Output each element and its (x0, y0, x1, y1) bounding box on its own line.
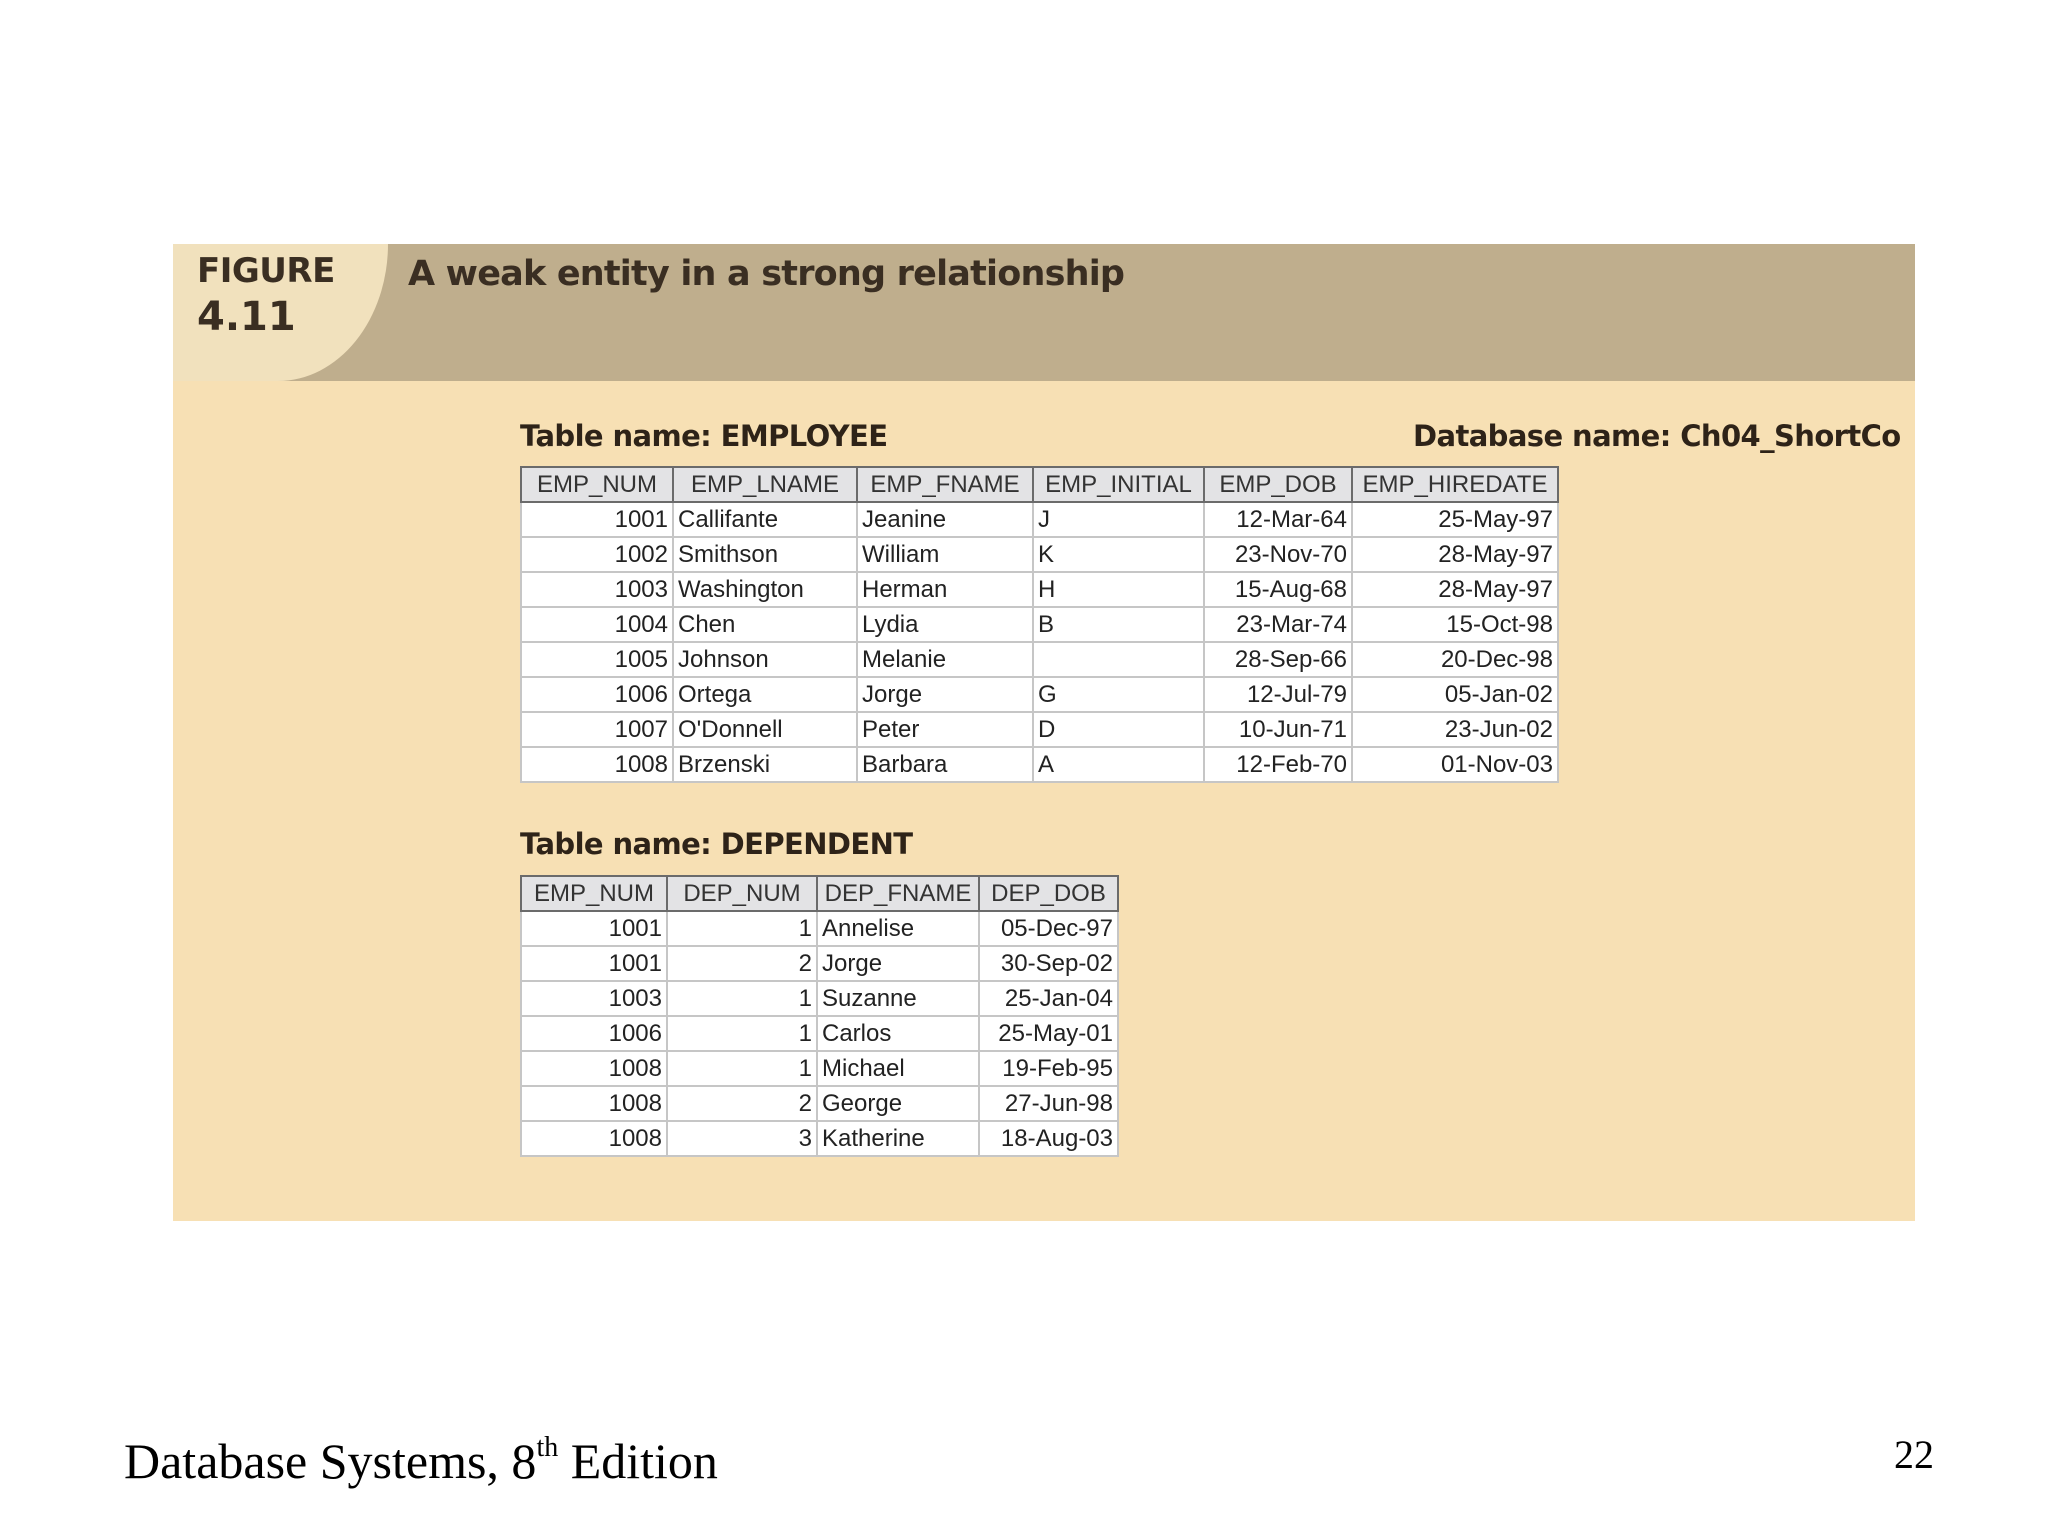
table-cell: 30-Sep-02 (979, 946, 1118, 981)
table-row (521, 946, 1118, 981)
figure-panel (173, 244, 1915, 1221)
dependent-column-header: EMP_NUM (521, 876, 667, 911)
table-cell: Chen (673, 607, 857, 642)
table-cell: 28-Sep-66 (1204, 642, 1352, 677)
table-row (521, 712, 1558, 747)
table-cell: 12-Jul-79 (1204, 677, 1352, 712)
table-cell: Barbara (857, 747, 1033, 782)
table-cell: Jorge (817, 946, 979, 981)
table-cell: 1 (667, 981, 817, 1016)
database-name: Database name: Ch04_ShortCo (1413, 419, 1901, 453)
table-cell: 12-Feb-70 (1204, 747, 1352, 782)
table-cell: 23-Jun-02 (1352, 712, 1558, 747)
table-cell: 1007 (521, 712, 673, 747)
table-cell: 25-Jan-04 (979, 981, 1118, 1016)
table-cell: 1006 (521, 677, 673, 712)
table-cell: 1001 (521, 946, 667, 981)
table-row (521, 607, 1558, 642)
table-cell (1033, 642, 1204, 677)
table-cell: B (1033, 607, 1204, 642)
table-cell: 19-Feb-95 (979, 1051, 1118, 1086)
table-cell: Carlos (817, 1016, 979, 1051)
table-cell: 20-Dec-98 (1352, 642, 1558, 677)
table-cell: 1005 (521, 642, 673, 677)
table-cell: 1 (667, 911, 817, 946)
page-number: 22 (1894, 1432, 1934, 1477)
table-cell: 1002 (521, 537, 673, 572)
table-row (521, 1121, 1118, 1156)
table-cell: H (1033, 572, 1204, 607)
table-cell: G (1033, 677, 1204, 712)
book-title-prefix: Database Systems, 8 (124, 1433, 537, 1489)
table-cell: George (817, 1086, 979, 1121)
table-row (521, 911, 1118, 946)
table-cell: 15-Aug-68 (1204, 572, 1352, 607)
table-row (521, 642, 1558, 677)
table-cell: 1004 (521, 607, 673, 642)
table-row (521, 677, 1558, 712)
employee-column-header: EMP_FNAME (857, 467, 1033, 502)
table-cell: Suzanne (817, 981, 979, 1016)
table-cell: 1 (667, 1016, 817, 1051)
table-cell: O'Donnell (673, 712, 857, 747)
dependent-column-header: DEP_DOB (979, 876, 1118, 911)
table-row (521, 502, 1558, 537)
table-cell: 27-Jun-98 (979, 1086, 1118, 1121)
employee-table (520, 466, 1559, 783)
table-cell: Brzenski (673, 747, 857, 782)
table-cell: Herman (857, 572, 1033, 607)
table-cell: 2 (667, 1086, 817, 1121)
table-cell: 2 (667, 946, 817, 981)
table-cell: Lydia (857, 607, 1033, 642)
table-cell: 1003 (521, 572, 673, 607)
table-cell: D (1033, 712, 1204, 747)
table-cell: K (1033, 537, 1204, 572)
table-cell: 1003 (521, 981, 667, 1016)
table-cell: 23-Mar-74 (1204, 607, 1352, 642)
table-cell: 01-Nov-03 (1352, 747, 1558, 782)
dependent-table (520, 875, 1119, 1157)
table-cell: Callifante (673, 502, 857, 537)
dependent-header-row (521, 876, 1118, 911)
table-cell: Smithson (673, 537, 857, 572)
table-cell: 28-May-97 (1352, 572, 1558, 607)
table-cell: 1008 (521, 1121, 667, 1156)
employee-column-header: EMP_LNAME (673, 467, 857, 502)
book-title-suffix: Edition (558, 1433, 718, 1489)
table-cell: William (857, 537, 1033, 572)
table-cell: 1001 (521, 502, 673, 537)
employee-table-name: Table name: EMPLOYEE (520, 419, 888, 453)
table-row (521, 747, 1558, 782)
table-cell: 1 (667, 1051, 817, 1086)
dependent-column-header: DEP_NUM (667, 876, 817, 911)
dependent-table-name: Table name: DEPENDENT (520, 827, 913, 861)
table-cell: 1008 (521, 1051, 667, 1086)
table-cell: Michael (817, 1051, 979, 1086)
table-cell: 23-Nov-70 (1204, 537, 1352, 572)
figure-title: A weak entity in a strong relationship (408, 254, 1125, 294)
book-title-superscript: th (536, 1432, 559, 1464)
table-cell: 1008 (521, 1086, 667, 1121)
table-cell: 05-Dec-97 (979, 911, 1118, 946)
employee-column-header: EMP_NUM (521, 467, 673, 502)
table-row (521, 1016, 1118, 1051)
table-cell: Jeanine (857, 502, 1033, 537)
table-row (521, 572, 1558, 607)
figure-label: FIGURE (197, 251, 335, 291)
table-row (521, 537, 1558, 572)
table-cell: 05-Jan-02 (1352, 677, 1558, 712)
table-cell: Annelise (817, 911, 979, 946)
footer-book-title (124, 1432, 718, 1490)
table-cell: 1001 (521, 911, 667, 946)
dependent-column-header: DEP_FNAME (817, 876, 979, 911)
table-cell: Ortega (673, 677, 857, 712)
table-cell: A (1033, 747, 1204, 782)
table-cell: 18-Aug-03 (979, 1121, 1118, 1156)
employee-header-row (521, 467, 1558, 502)
table-cell: 25-May-01 (979, 1016, 1118, 1051)
table-cell: Melanie (857, 642, 1033, 677)
table-row (521, 1051, 1118, 1086)
table-cell: 10-Jun-71 (1204, 712, 1352, 747)
table-cell: 1006 (521, 1016, 667, 1051)
employee-column-header: EMP_DOB (1204, 467, 1352, 502)
table-cell: 3 (667, 1121, 817, 1156)
table-cell: Jorge (857, 677, 1033, 712)
table-cell: 15-Oct-98 (1352, 607, 1558, 642)
table-cell: 12-Mar-64 (1204, 502, 1352, 537)
table-cell: Katherine (817, 1121, 979, 1156)
table-cell: 28-May-97 (1352, 537, 1558, 572)
table-cell: J (1033, 502, 1204, 537)
table-cell: 25-May-97 (1352, 502, 1558, 537)
table-cell: Johnson (673, 642, 857, 677)
table-row (521, 981, 1118, 1016)
employee-column-header: EMP_INITIAL (1033, 467, 1204, 502)
employee-column-header: EMP_HIREDATE (1352, 467, 1558, 502)
table-cell: 1008 (521, 747, 673, 782)
table-cell: Peter (857, 712, 1033, 747)
table-cell: Washington (673, 572, 857, 607)
table-row (521, 1086, 1118, 1121)
figure-number: 4.11 (197, 294, 296, 340)
